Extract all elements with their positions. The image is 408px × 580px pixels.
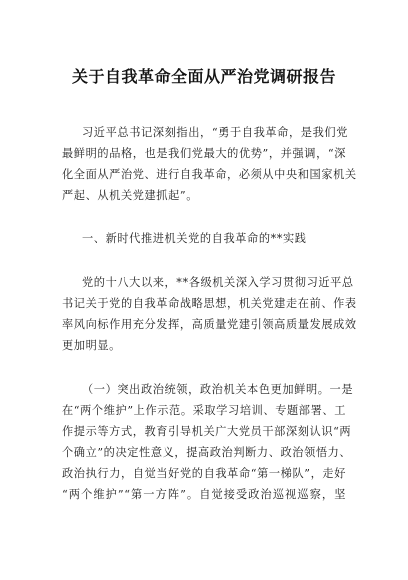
paragraph-line: 党的十八大以来，**各级机关深入学习贯彻习近平总 [82,276,354,289]
paragraph-line: 作提示等方式，教育引导机关广大党员干部深刻认识“两 [62,425,352,438]
section-heading: 一、新时代推进机关党的自我革命的**实践 [82,232,307,245]
paragraph-line: （一）突出政治统领，政治机关本色更加鲜明。一是 [82,383,354,396]
paragraph-line: 在“两个维护”上作示范。采取学习培训、专题部署、工 [62,404,346,417]
document-title: 关于自我革命全面从严治党调研报告 [71,67,336,86]
paragraph-line: 书记关于党的自我革命战略思想，机关党建走在前、作表 [62,297,357,310]
paragraph-line: 习近平总书记深刻指出，“勇于自我革命，是我们党 [82,126,348,139]
paragraph-line: 严起、从机关党建抓起”。 [62,189,198,202]
paragraph-line: 政治执行力，自觉当好党的自我革命“第一梯队”，走好 [62,467,346,480]
paragraph-line: 个确立”的决定性意义，提高政治判断力、政治领悟力、 [62,446,352,459]
paragraph-line: 率风向标作用充分发挥，高质量党建引领高质量发展成效 [62,318,357,331]
paragraph-line: 化全面从严治党、进行自我革命，必须从中央和国家机关 [62,168,357,181]
paragraph-line: “两个维护”“第一方阵”。自觉接受政治巡视巡察，坚 [62,488,346,501]
paragraph-line: 最鲜明的品格，也是我们党最大的优势”，并强调，“深 [62,147,346,160]
paragraph-line: 更加明显。 [62,339,121,352]
